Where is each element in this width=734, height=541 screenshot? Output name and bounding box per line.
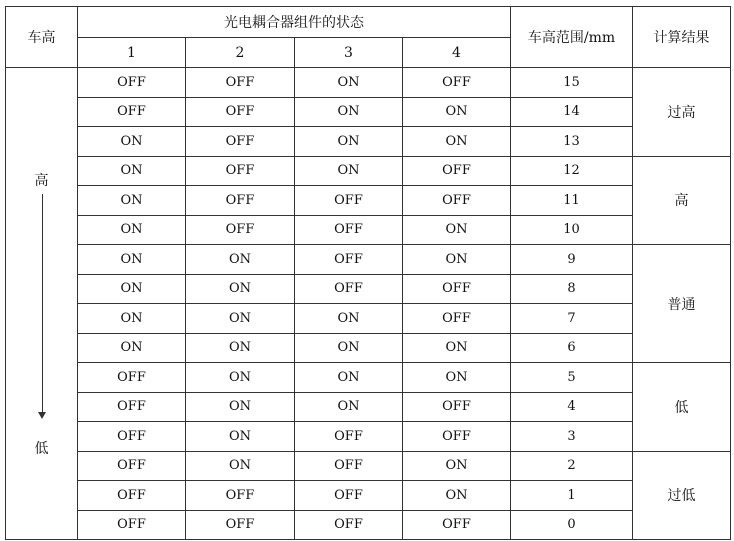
- sensor-3-state: ON: [295, 392, 403, 422]
- height-range-value: 3: [511, 422, 633, 452]
- height-range-value: 0: [511, 510, 633, 540]
- axis-line: [42, 194, 43, 416]
- sensor-3-state: OFF: [295, 510, 403, 540]
- sensor-1-state: OFF: [78, 422, 186, 452]
- sensor-3-state: ON: [295, 333, 403, 363]
- sensor-4-state: OFF: [403, 422, 511, 452]
- table-row: [6, 481, 731, 511]
- sensor-4-state: OFF: [403, 274, 511, 304]
- header-result: 计算结果: [633, 7, 731, 68]
- table-row: [6, 333, 731, 363]
- result-cell: 过高: [633, 68, 731, 157]
- table-row: [6, 392, 731, 422]
- table-row: [6, 97, 731, 127]
- table-row: [6, 451, 731, 481]
- sensor-3-state: OFF: [295, 245, 403, 275]
- result-cell: 过低: [633, 451, 731, 540]
- table-row: [6, 274, 731, 304]
- height-range-value: 14: [511, 97, 633, 127]
- sensor-3-state: ON: [295, 127, 403, 157]
- sensor-1-state: OFF: [78, 363, 186, 393]
- result-cell: 高: [633, 156, 731, 245]
- height-axis-graphic: [6, 68, 77, 539]
- sensor-3-state: OFF: [295, 215, 403, 245]
- table-row: [6, 127, 731, 157]
- sensor-2-state: OFF: [186, 215, 295, 245]
- height-range-value: 10: [511, 215, 633, 245]
- sensor-3-state: ON: [295, 156, 403, 186]
- result-cell: 低: [633, 363, 731, 452]
- result-cell: 普通: [633, 245, 731, 363]
- table-row: [6, 68, 731, 98]
- sensor-2-state: ON: [186, 422, 295, 452]
- sensor-3-state: OFF: [295, 186, 403, 216]
- sensor-3-state: OFF: [295, 422, 403, 452]
- table-row: [6, 363, 731, 393]
- height-range-value: 7: [511, 304, 633, 334]
- table-row: [6, 156, 731, 186]
- sensor-2-state: ON: [186, 274, 295, 304]
- sensor-2-state: ON: [186, 451, 295, 481]
- sensor-4-state: ON: [403, 127, 511, 157]
- header-sensor-status: 光电耦合器组件的状态: [78, 7, 511, 38]
- header-height-range: 车高范围/mm: [511, 7, 633, 68]
- header-sensor-4: 4: [403, 38, 511, 68]
- axis-label-low: 低: [34, 441, 49, 457]
- header-vehicle-height: 车高: [6, 7, 78, 68]
- table-row: [6, 215, 731, 245]
- sensor-1-state: OFF: [78, 68, 186, 98]
- sensor-2-state: ON: [186, 333, 295, 363]
- arrow-down-icon: [38, 412, 46, 419]
- sensor-4-state: OFF: [403, 392, 511, 422]
- table-row: [6, 510, 731, 540]
- sensor-3-state: OFF: [295, 481, 403, 511]
- sensor-4-state: ON: [403, 97, 511, 127]
- vehicle-height-table: [5, 6, 731, 540]
- height-range-value: 5: [511, 363, 633, 393]
- table-row: [6, 245, 731, 275]
- sensor-1-state: ON: [78, 156, 186, 186]
- sensor-4-state: ON: [403, 245, 511, 275]
- height-range-value: 6: [511, 333, 633, 363]
- sensor-1-state: OFF: [78, 481, 186, 511]
- sensor-1-state: ON: [78, 333, 186, 363]
- table-body: [6, 68, 731, 540]
- sensor-4-state: OFF: [403, 156, 511, 186]
- sensor-2-state: ON: [186, 363, 295, 393]
- sensor-1-state: OFF: [78, 97, 186, 127]
- sensor-3-state: OFF: [295, 274, 403, 304]
- sensor-1-state: ON: [78, 274, 186, 304]
- sensor-1-state: ON: [78, 304, 186, 334]
- sensor-4-state: ON: [403, 215, 511, 245]
- sensor-2-state: OFF: [186, 156, 295, 186]
- header-sensor-3: 3: [295, 38, 403, 68]
- sensor-1-state: ON: [78, 215, 186, 245]
- header-sensor-2: 2: [186, 38, 295, 68]
- sensor-1-state: OFF: [78, 392, 186, 422]
- table-row: [6, 422, 731, 452]
- sensor-1-state: OFF: [78, 451, 186, 481]
- height-axis: [6, 68, 78, 540]
- table-row: [6, 186, 731, 216]
- height-range-value: 11: [511, 186, 633, 216]
- sensor-2-state: OFF: [186, 127, 295, 157]
- sensor-3-state: ON: [295, 304, 403, 334]
- sensor-4-state: ON: [403, 333, 511, 363]
- sensor-2-state: OFF: [186, 510, 295, 540]
- sensor-4-state: ON: [403, 363, 511, 393]
- sensor-2-state: ON: [186, 304, 295, 334]
- sensor-1-state: ON: [78, 127, 186, 157]
- sensor-3-state: ON: [295, 363, 403, 393]
- sensor-2-state: ON: [186, 245, 295, 275]
- height-range-value: 1: [511, 481, 633, 511]
- height-range-value: 15: [511, 68, 633, 98]
- sensor-4-state: ON: [403, 451, 511, 481]
- sensor-2-state: OFF: [186, 97, 295, 127]
- height-range-value: 2: [511, 451, 633, 481]
- header-sensor-1: 1: [78, 38, 186, 68]
- height-range-value: 4: [511, 392, 633, 422]
- height-range-value: 12: [511, 156, 633, 186]
- sensor-2-state: OFF: [186, 481, 295, 511]
- table-row: [6, 304, 731, 334]
- sensor-2-state: OFF: [186, 68, 295, 98]
- sensor-3-state: OFF: [295, 451, 403, 481]
- sensor-4-state: OFF: [403, 304, 511, 334]
- sensor-4-state: OFF: [403, 186, 511, 216]
- axis-label-high: 高: [34, 173, 49, 189]
- sensor-1-state: OFF: [78, 510, 186, 540]
- height-range-value: 13: [511, 127, 633, 157]
- sensor-3-state: ON: [295, 68, 403, 98]
- sensor-1-state: ON: [78, 245, 186, 275]
- height-range-value: 8: [511, 274, 633, 304]
- sensor-4-state: ON: [403, 481, 511, 511]
- height-range-value: 9: [511, 245, 633, 275]
- sensor-1-state: ON: [78, 186, 186, 216]
- sensor-4-state: OFF: [403, 510, 511, 540]
- sensor-2-state: OFF: [186, 186, 295, 216]
- sensor-2-state: ON: [186, 392, 295, 422]
- sensor-4-state: OFF: [403, 68, 511, 98]
- sensor-3-state: ON: [295, 97, 403, 127]
